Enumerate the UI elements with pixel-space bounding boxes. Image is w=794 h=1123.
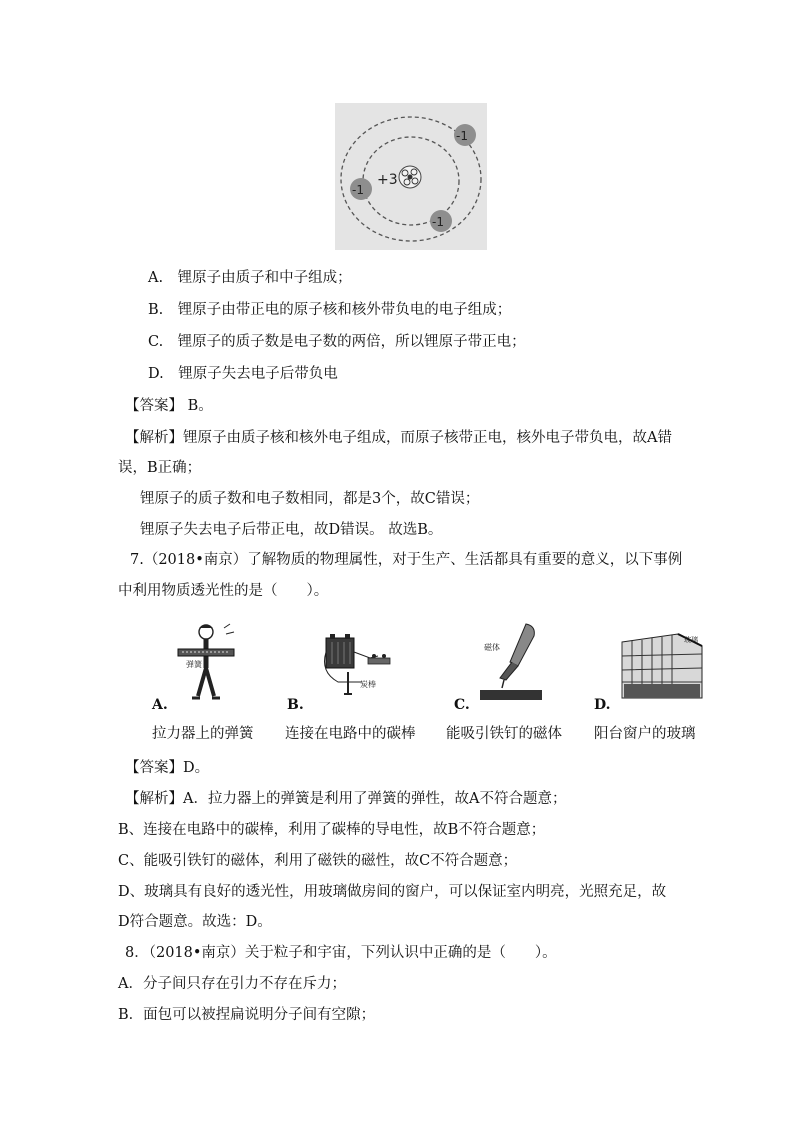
q7-analysis-line-2: B、连接在电路中的碳棒，利用了碳棒的导电性，故B不符合题意； [118,822,546,838]
q7-stem-line-2: 中利用物质透光性的是（ ）。 [118,583,329,599]
q6-analysis-line-2: 误，B正确； [118,460,202,476]
q6-option-c: C. 锂原子的质子数是电子数的两倍，所以锂原子带正电； [148,334,526,350]
q7-stem-line-1: 7.（2018•南京）了解物质的物理属性，对于生产、生活都具有重要的意义，以下事例 [130,552,683,568]
q7-figure-b-letter: B. [287,697,304,713]
q7-figure-a-tag: 弹簧 [186,660,202,669]
q7-figure-d-balcony-glass [618,632,706,702]
q7-analysis-line-5: D符合题意。故选：D。 [118,914,272,930]
electron-2-label: -1 [352,183,364,197]
q7-analysis-line-4: D、玻璃具有良好的透光性，用玻璃做房间的窗户，可以保证室内明亮，光照充足，故 [118,884,667,900]
q7-figure-d-caption: 阳台窗户的玻璃 [594,726,696,742]
q8-stem: 8．（2018•南京）关于粒子和宇宙，下列认识中正确的是（ ）。 [125,945,557,961]
q7-figure-a-spring-exerciser [172,622,242,704]
q6-analysis-line-1: 【解析】锂原子由质子核和核外电子组成，而原子核带正电，核外电子带负电，故A错 [125,430,672,446]
q7-figure-d-tag: 玻璃 [684,636,698,644]
q7-analysis-line-1: 【解析】A．拉力器上的弹簧是利用了弹簧的弹性，故A不符合题意； [125,791,567,807]
electron-1-label: -1 [456,129,468,143]
q6-analysis-line-3: 锂原子的质子数和电子数相同，都是3个，故C错误； [140,491,480,507]
electron-1 [454,124,476,146]
q6-analysis-line-4: 锂原子失去电子后带正电，故D错误。 故选B。 [140,522,443,538]
q6-option-a: A. 锂原子由质子和中子组成； [148,270,352,286]
q6-answer: 【答案】 B。 [125,398,213,414]
q7-figure-b-carbon-rod-circuit [318,632,396,702]
nucleus [399,166,421,188]
q7-figure-a-caption: 拉力器上的弹簧 [152,726,254,742]
nucleus-charge-label: +3 [377,172,398,188]
q6-option-d: D. 锂原子失去电子后带负电 [148,366,338,382]
electron-2 [350,178,372,200]
q7-figure-c-tag: 磁体 [484,643,500,652]
q7-figure-d-letter: D. [594,697,611,713]
q7-analysis-line-3: C、能吸引铁钉的磁体，利用了磁铁的磁性，故C不符合题意； [118,853,518,869]
q7-answer: 【答案】D。 [125,760,210,776]
q6-option-b: B. 锂原子由带正电的原子核和核外带负电的电子组成； [148,302,512,318]
q7-figure-c-magnet [478,622,544,702]
q7-figure-c-letter: C. [454,697,470,713]
electron-3-label: -1 [432,215,444,229]
q7-figure-b-caption: 连接在电路中的碳棒 [285,726,416,742]
q7-figure-b-tag: 炭棒 [360,680,376,689]
q7-figure-a-letter: A. [152,697,168,713]
q7-figure-c-caption: 能吸引铁钉的磁体 [446,726,562,742]
electron-3 [430,210,452,232]
lithium-atom-figure [335,103,487,250]
q8-option-b: B．面包可以被捏扁说明分子间有空隙； [118,1007,376,1023]
q8-option-a: A．分子间只存在引力不存在斥力； [118,976,346,992]
